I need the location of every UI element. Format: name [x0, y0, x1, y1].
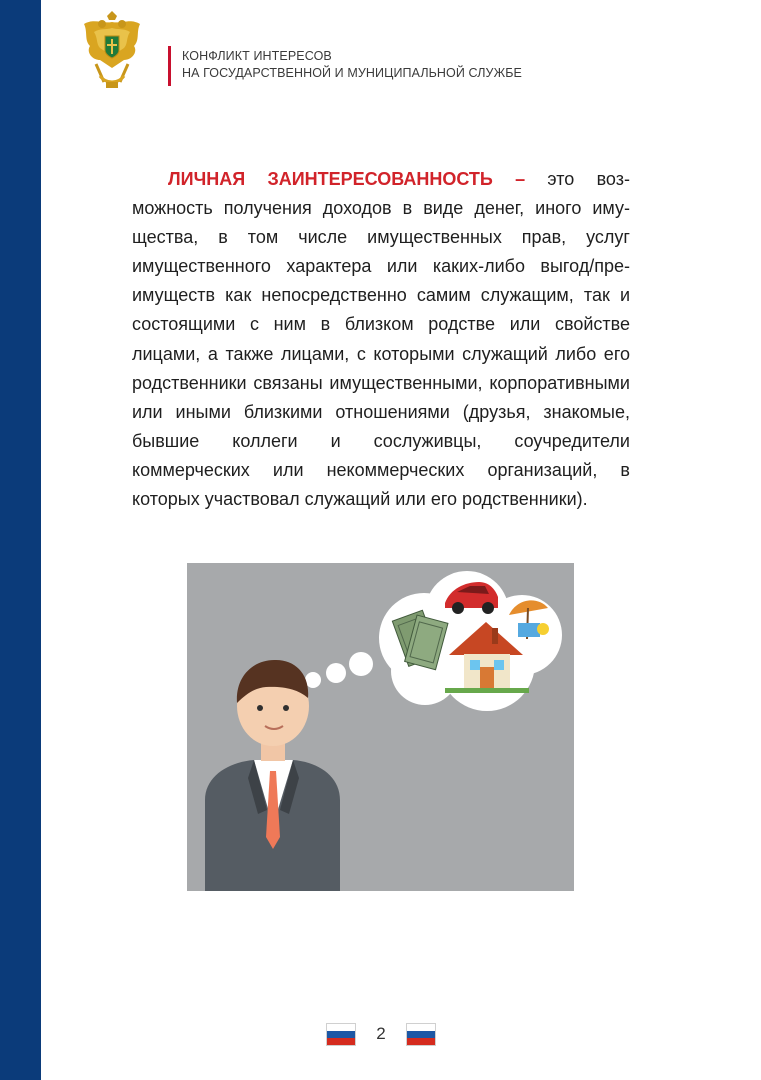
- publication-title: [182, 48, 522, 82]
- publication-title-line2: НА ГОСУДАРСТВЕННОЙ И МУНИЦИПАЛЬНОЙ СЛУЖБЕ: [182, 66, 522, 80]
- header-accent-rule: [168, 46, 171, 86]
- russian-flag-icon: [406, 1023, 436, 1046]
- definition-text: это возможность получения доходов в виде денег, иного имущества, в том числе имущественных прав, услуг имущественного характера или каких-либо выгод/преимуществ как непосредственно самим служащим, так и состоящими с ним в близком родстве или свойстве лицами, а также лицами, с которыми служащий либо его родственники связаны имущественными, корпоративными или иными близкими отношениями (друзья, знакомые, бывшие коллеги и сослуживцы, соучредители коммерческих или некоммерческих организаций, в которых участвовал служащий или его родственники).: [132, 169, 630, 510]
- sidebar-stripe: [0, 0, 41, 1080]
- prosecutor-emblem-icon: [76, 10, 148, 92]
- page-number: 2: [376, 1024, 386, 1043]
- russian-flag-icon: [326, 1023, 356, 1046]
- defined-term: ЛИЧНАЯ ЗАИНТЕРЕСОВАННОСТЬ –: [168, 169, 526, 189]
- definition-paragraph: [132, 165, 630, 514]
- thinking-official-illustration: [187, 563, 574, 891]
- publication-title-line1: КОНФЛИКТ ИНТЕРЕСОВ: [182, 49, 332, 63]
- page-footer: [0, 1016, 761, 1056]
